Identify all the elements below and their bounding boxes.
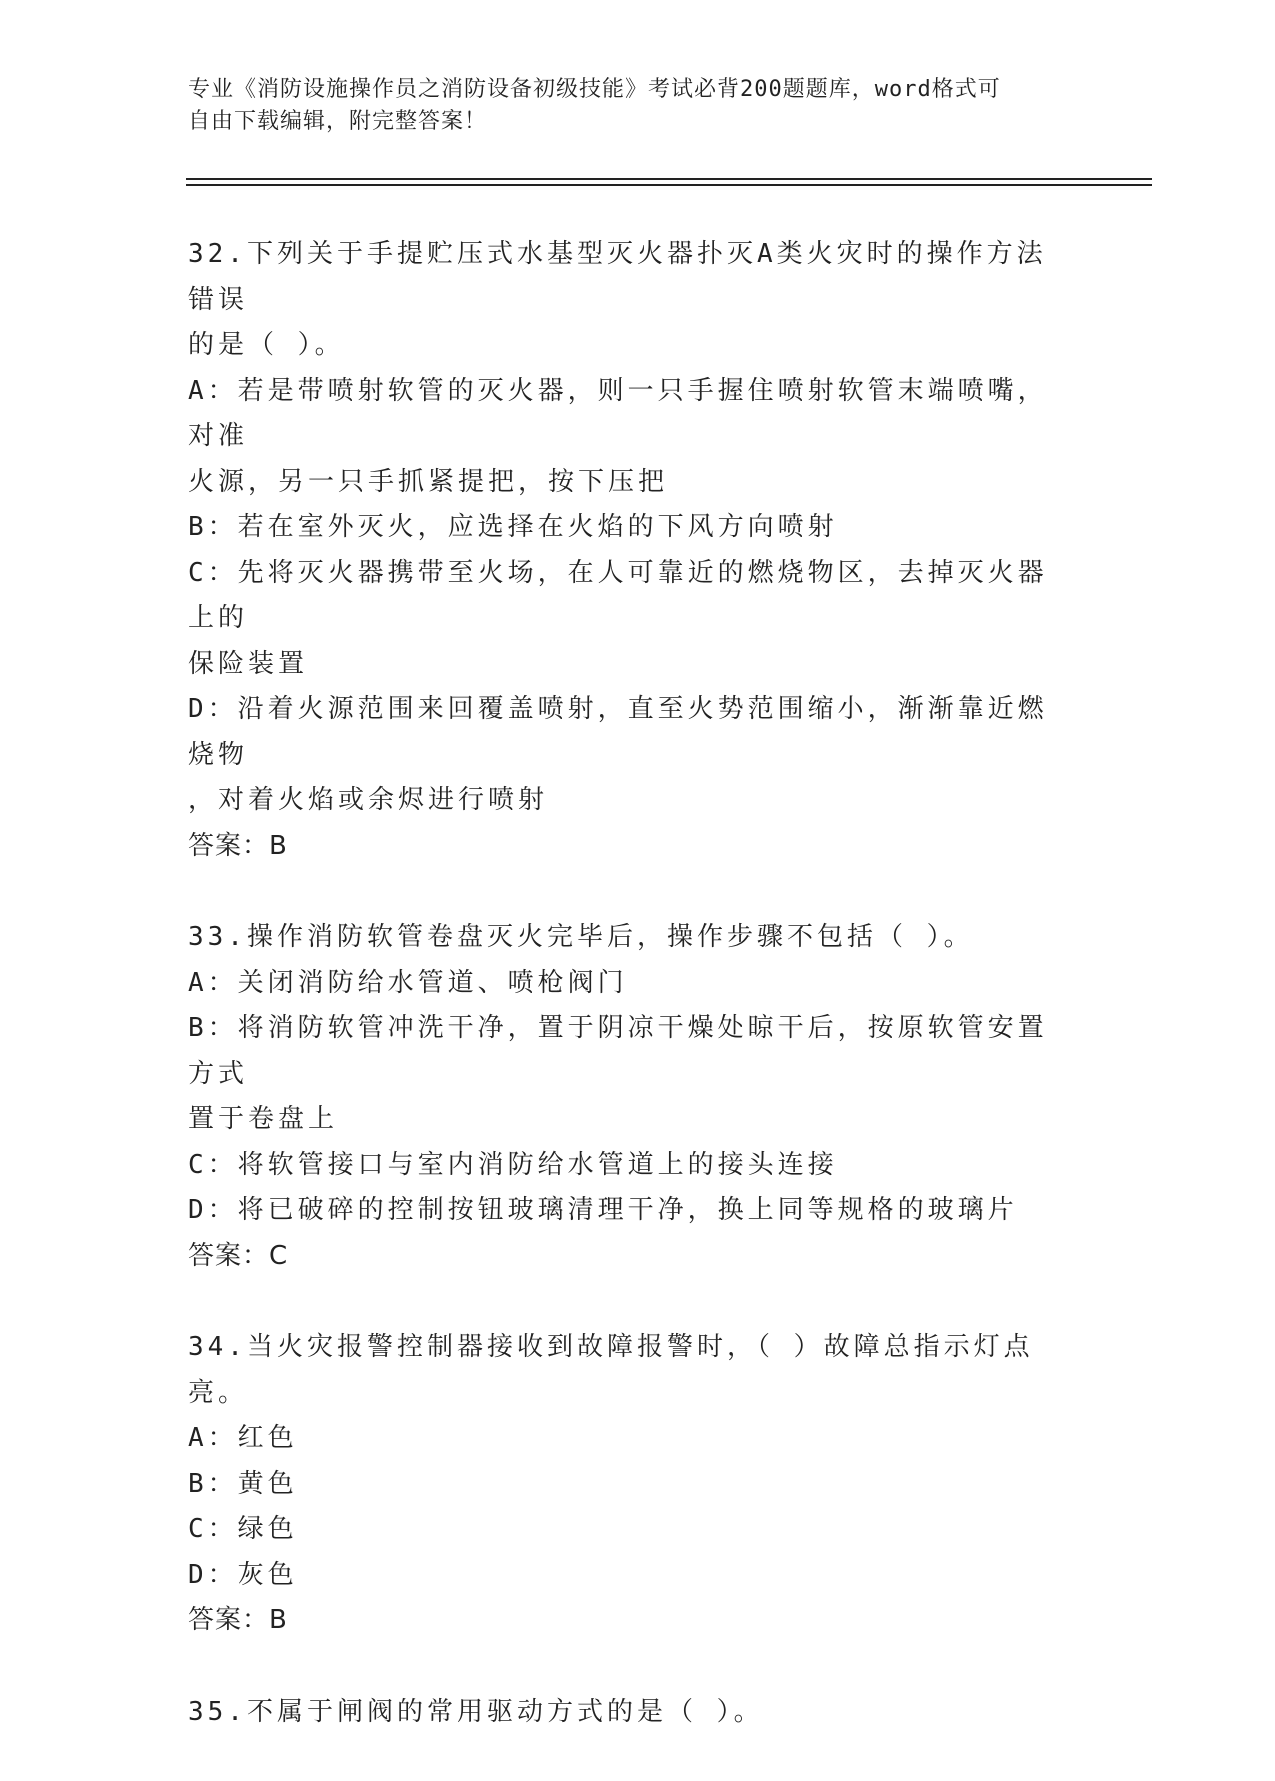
answer-label: 答案：C (188, 1240, 289, 1271)
question-stem-line: 33.操作消防软管卷盘灭火完毕后，操作步骤不包括（ ）。 (188, 922, 974, 952)
header-divider-top (186, 178, 1152, 180)
option-a-line: A：若是带喷射软管的灭火器，则一只手握住喷射软管末端喷嘴，对准 (188, 375, 1048, 451)
option-d-line: ，对着火焰或余烬进行喷射 (188, 785, 549, 815)
option-b-line: B：若在室外灭火，应选择在火焰的下风方向喷射 (188, 512, 838, 542)
option-b-line: 置于卷盘上 (188, 1104, 339, 1134)
question-34 (188, 1325, 1068, 1644)
question-stem-line: 32.下列关于手提贮压式水基型灭火器扑灭A类火灾时的操作方法错误 (188, 239, 1047, 315)
question-stem-line: 34.当火灾报警控制器接收到故障报警时，（ ）故障总指示灯点亮。 (188, 1332, 1034, 1408)
header-divider-bottom (186, 184, 1152, 186)
option-c-line: C：绿色 (188, 1514, 298, 1544)
option-d-line: D：沿着火源范围来回覆盖喷射，直至火势范围缩小，渐渐靠近燃烧物 (188, 694, 1048, 770)
option-c-line: C：将软管接口与室内消防给水管道上的接头连接 (188, 1149, 838, 1180)
question-stem-line: 的是（ ）。 (188, 330, 345, 360)
option-a-line: 火源，另一只手抓紧提把，按下压把 (188, 466, 669, 497)
option-a-line: A：关闭消防给水管道、喷枪阀门 (188, 967, 628, 998)
document-header (188, 74, 1068, 138)
question-list (188, 232, 1068, 1781)
option-b-line: B：将消防软管冲洗干净，置于阴凉干燥处晾干后，按原软管安置方式 (188, 1013, 1048, 1089)
answer-label: 答案：B (188, 1605, 288, 1635)
question-33 (188, 915, 1068, 1279)
option-b-line: B：黄色 (188, 1468, 298, 1499)
question-35 (188, 1690, 1068, 1736)
option-c-line: 保险装置 (188, 648, 309, 679)
header-line-2: 自由下载编辑，附完整答案！ (188, 109, 488, 134)
option-c-line: C：先将灭火器携带至火场，在人可靠近的燃烧物区，去掉灭火器上的 (188, 557, 1048, 633)
header-line-1: 专业《消防设施操作员之消防设备初级技能》考试必背200题题库，word格式可 (188, 77, 1001, 102)
option-d-line: D：灰色 (188, 1559, 298, 1590)
option-d-line: D：将已破碎的控制按钮玻璃清理干净，换上同等规格的玻璃片 (188, 1195, 1018, 1225)
question-32 (188, 232, 1068, 869)
option-a-line: A：红色 (188, 1423, 298, 1453)
answer-label: 答案：B (188, 830, 288, 861)
question-stem-line: 35.不属于闸阀的常用驱动方式的是（ ）。 (188, 1696, 764, 1727)
